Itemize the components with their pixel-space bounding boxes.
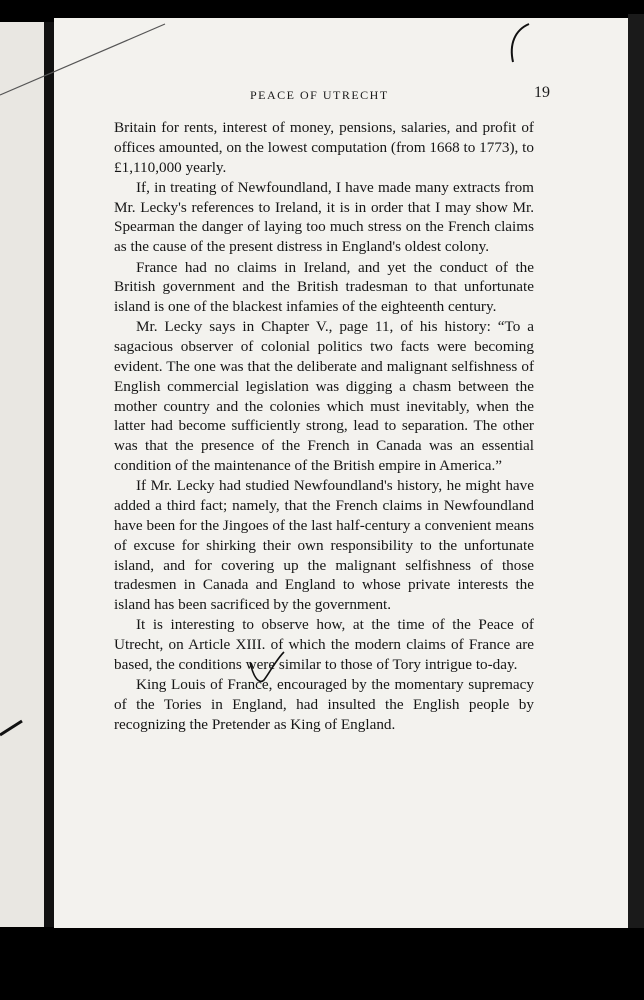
paragraph: If Mr. Lecky had studied Newfoundland's history, he might have added a third fact; namely, that the French claims in Newfoundland have been for the Jingoes of the last half-century a convenient means of excuse for shirking their own responsibility to the unfortunate island, and for covering up the malignant selfishness of those tradesmen in Canada and England to whose private interests the island has been sacrificed by the government. [114,477,534,614]
scan-border [0,928,644,1000]
page-header [250,84,550,106]
paragraph: If, in treating of Newfoundland, I have made many extracts from Mr. Lecky's references to Ireland, it is in order that I may show Mr. Spearman the danger of laying too much stress on the French claims as the cause of the present distress in England's oldest colony. [114,178,534,256]
page-number: 19 [534,84,550,101]
body-text [114,118,534,735]
paragraph: France had no claims in Ireland, and yet the conduct of the British government and the British tradesman to that unfortunate island is one of the blackest infamies of the eighteenth century. [114,258,534,316]
book-spine [44,22,54,927]
running-title: PEACE OF UTRECHT [250,88,389,102]
margin-ink-mark [0,715,24,739]
handwritten-check-mark [240,650,290,690]
facing-page-edge [0,22,48,927]
pencil-stroke-mark [0,20,200,100]
page-right-edge [628,14,644,928]
paragraph: King Louis of France, encouraged by the momentary supremacy of the Tories in England, had insulted the English people by recognizing the Pretender as King of England. [114,676,534,733]
paragraph: Britain for rents, interest of money, pensions, salaries, and profit of offices amounted, on the lowest computation (from 1668 to 1773), to £1,110,000 yearly. [114,119,534,176]
paragraph: It is interesting to observe how, at the time of the Peace of Utrecht, on Article XIII. of which the modern claims of France are based, the conditions were similar to those of Tory intrigue to-day. [114,616,534,674]
handwritten-bracket-mark [505,22,535,66]
paragraph: Mr. Lecky says in Chapter V., page 11, of his history: “To a sagacious observer of colonial politics two facts were becoming evident. The one was that the deliberate and malignant selfishness of English commercial legislation was digging a chasm between the mother country and the colonies which must inevitably, when the latter had become sufficiently strong, lead to separation. The other was that the presence of the French in Canada was an essential condition of the maintenance of the British empire in America.” [114,318,534,475]
